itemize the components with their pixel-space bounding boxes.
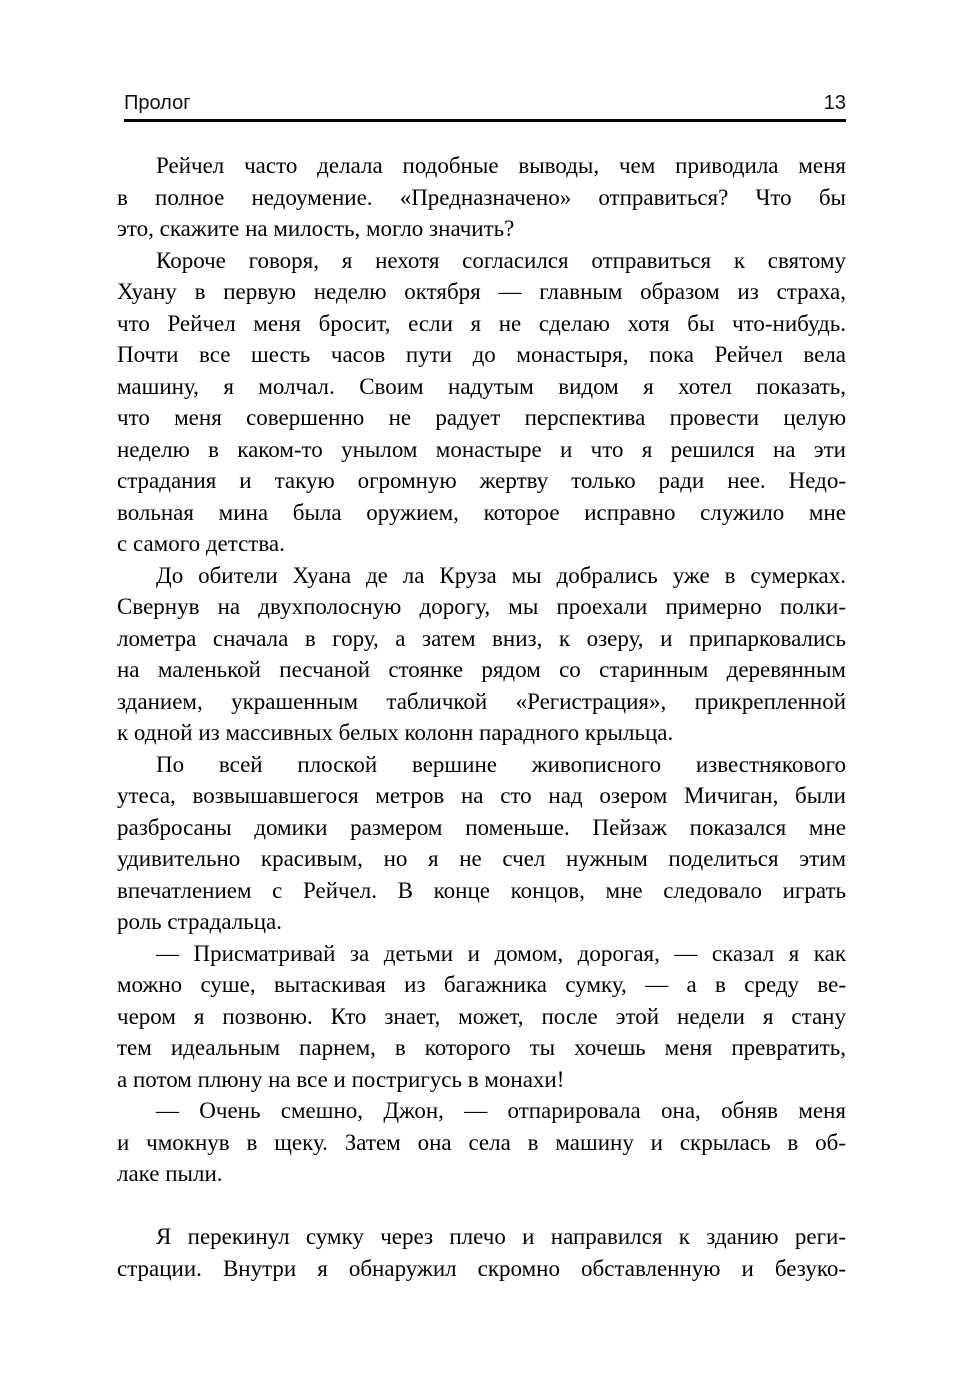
text-line: на маленькой песчаной стоянке рядом со старинным деревянным bbox=[117, 657, 846, 682]
text-line: удивительно красивым, но я не счел нужным поделиться этим bbox=[117, 846, 846, 871]
text-line: чером я позвоню. Кто знает, может, после этой недели я стану bbox=[117, 1003, 846, 1029]
text-line: неделю в каком-то унылом монастыре и что я решился на эти bbox=[117, 436, 846, 462]
text-line: с самого детства. bbox=[117, 531, 285, 556]
text-line: тем идеальным парнем, в которого ты хочешь меня превратить, bbox=[117, 1035, 846, 1060]
text-line: разбросаны домики размером поменьше. Пейзаж показался мне bbox=[117, 814, 846, 840]
paragraph bbox=[117, 560, 846, 749]
text-line: страдания и такую огромную жертву только ради нее. Недо- bbox=[117, 468, 846, 493]
page-number: 13 bbox=[823, 92, 846, 114]
text-line: Хуану в первую неделю октября — главным образом из страха, bbox=[117, 279, 846, 304]
text-line: а потом плюну на все и постригусь в монахи! bbox=[117, 1066, 565, 1092]
text-line: роль страдальца. bbox=[117, 909, 283, 934]
text-line: что меня совершенно не радует перспектива провести целую bbox=[117, 405, 846, 430]
text-line: — Очень смешно, Джон, — отпарировала она, обняв меня bbox=[156, 1098, 846, 1123]
text-line: Короче говоря, я нехотя согласился отправиться к святому bbox=[156, 247, 846, 273]
text-line: Я перекинул сумку через плечо и направился к зданию реги- bbox=[156, 1224, 846, 1249]
paragraph bbox=[117, 245, 846, 560]
text-line: утеса, возвышавшегося метров на сто над озером Мичиган, были bbox=[117, 783, 846, 808]
text-line: лаке пыли. bbox=[117, 1161, 223, 1186]
text-line: зданием, украшенным табличкой «Регистрация», прикрепленной bbox=[117, 688, 846, 714]
text-line: к одной из массивных белых колонн парадного крыльца. bbox=[117, 720, 674, 745]
paragraph bbox=[117, 1095, 846, 1190]
text-line: По всей плоской вершине живописного известнякового bbox=[156, 751, 846, 777]
text-line: страции. Внутри я обнаружил скромно обставленную и безуко- bbox=[117, 1255, 846, 1281]
text-line: что Рейчел меня бросит, если я не сделаю хотя бы что-нибудь. bbox=[117, 310, 846, 336]
paragraph bbox=[117, 749, 846, 938]
text-line: Свернув на двухполосную дорогу, мы проехали примерно полки- bbox=[117, 594, 846, 619]
text-line: вольная мина была оружием, которое исправно служило мне bbox=[117, 499, 846, 525]
paragraph bbox=[117, 1221, 846, 1284]
text-line: в полное недоумение. «Предназначено» отправиться? Что бы bbox=[117, 184, 846, 210]
running-header bbox=[124, 91, 846, 115]
text-line: впечатлением с Рейчел. В конце концов, мне следовало играть bbox=[117, 877, 846, 903]
paragraph bbox=[117, 150, 846, 245]
text-line: это, скажите на милость, могло значить? bbox=[117, 216, 515, 241]
body-text bbox=[117, 150, 846, 1284]
text-line: — Присматривай за детьми и домом, дорогая, — сказал я как bbox=[156, 940, 846, 966]
text-line: Почти все шесть часов пути до монастыря, пока Рейчел вела bbox=[117, 342, 846, 367]
text-line: лометра сначала в гору, а затем вниз, к озеру, и припарковались bbox=[117, 625, 846, 651]
text-line: машину, я молчал. Своим надутым видом я хотел показать, bbox=[117, 373, 846, 399]
text-line: можно суше, вытаскивая из багажника сумку, — а в среду ве- bbox=[117, 972, 846, 997]
chapter-title: Пролог bbox=[124, 92, 191, 114]
text-line: До обители Хуана де ла Круза мы добрались уже в сумерках. bbox=[156, 562, 846, 588]
text-line: и чмокнув в щеку. Затем она села в машину и скрылась в об- bbox=[117, 1129, 846, 1155]
text-line: Рейчел часто делала подобные выводы, чем приводила меня bbox=[156, 153, 846, 178]
header-rule bbox=[124, 119, 846, 122]
paragraph bbox=[117, 938, 846, 1096]
